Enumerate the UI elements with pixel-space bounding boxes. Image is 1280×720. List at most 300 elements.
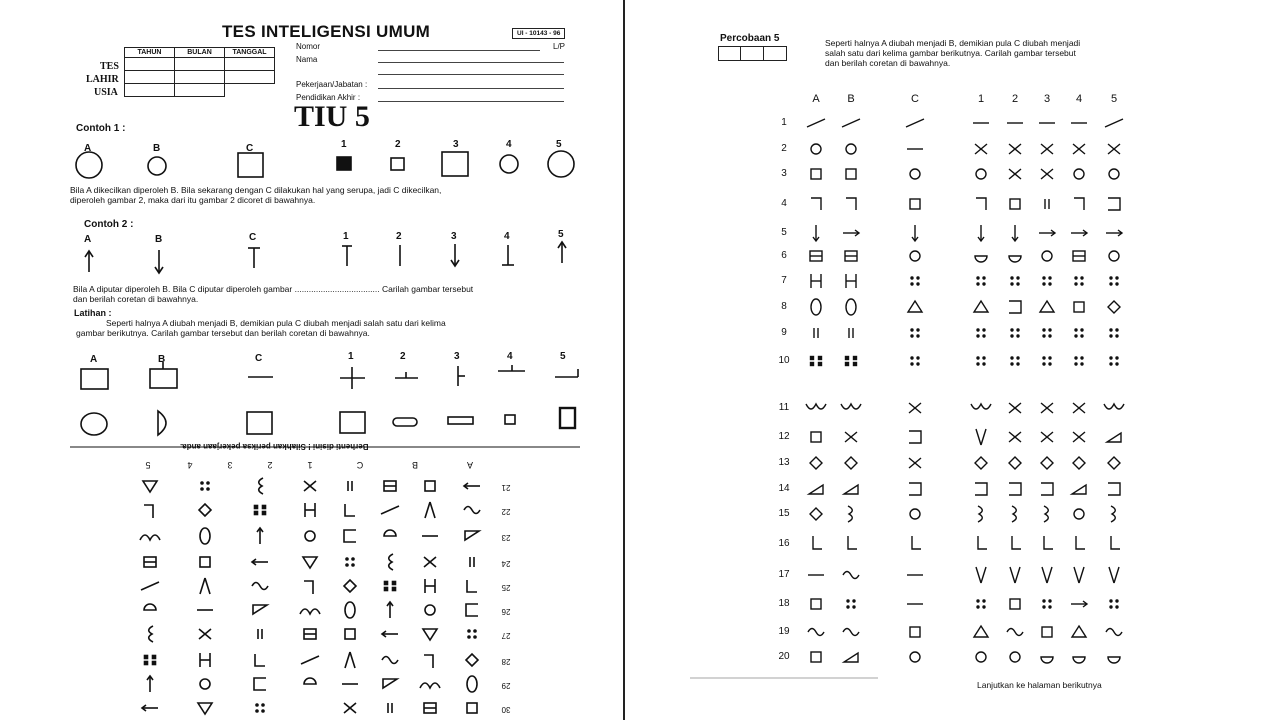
rotated-row-number-26: 26 [501, 607, 511, 616]
c2-arrows-icon [85, 242, 566, 273]
row-number-8: 8 [781, 301, 787, 312]
c1-label-1: 1 [341, 139, 347, 150]
rot-row4-col1-figure-icon [425, 605, 435, 615]
lat-label-4: 4 [507, 351, 513, 362]
rot-row0-col2-figure-icon [388, 703, 392, 713]
c1-fig-b-circle-icon [148, 157, 166, 175]
rot-row1-col0-figure-icon [467, 676, 477, 692]
row3-col3-figure-icon[interactable] [1041, 169, 1053, 179]
row10-col4-figure-icon[interactable] [1075, 357, 1083, 365]
lat-label-b: B [158, 354, 166, 365]
col-header-4: 4 [1075, 93, 1083, 105]
row16-colc-figure-icon [912, 536, 921, 549]
row13-colc-figure-icon [909, 458, 921, 468]
row12-col4-figure-icon[interactable] [1073, 432, 1085, 442]
rot-row3-col2-figure-icon [382, 631, 398, 637]
row11-col4-figure-icon[interactable] [1073, 403, 1085, 413]
c1-label-2: 2 [395, 139, 401, 150]
field-nama-label: Nama [296, 55, 318, 64]
rot-row0-col3-figure-icon [344, 703, 356, 713]
row2-colb-figure-icon [846, 144, 856, 154]
rot-row6-col4-figure-icon [303, 557, 317, 568]
row10-col3-figure-icon[interactable] [1043, 357, 1051, 365]
row7-col2-figure-icon[interactable] [1011, 277, 1019, 285]
row-number-9: 9 [781, 327, 787, 338]
row-number-20: 20 [778, 651, 790, 662]
field-pendidikan-label: Pendidikan Akhir : [296, 93, 361, 102]
c2-label-3: 3 [451, 231, 457, 242]
row3-col4-figure-icon[interactable] [1074, 169, 1084, 179]
row10-colc-figure-icon [911, 357, 919, 365]
rot-row7-col2-figure-icon [384, 530, 396, 536]
row6-colc-figure-icon [910, 251, 920, 261]
row12-col2-figure-icon[interactable] [1009, 432, 1021, 442]
rot-row8-col4-figure-icon [305, 503, 315, 517]
row10-col2-figure-icon[interactable] [1011, 357, 1019, 365]
row-number-5: 5 [781, 227, 787, 238]
row15-col5-figure-icon[interactable] [1111, 506, 1115, 522]
lat2-opt1-square-icon [340, 412, 365, 433]
rot-row1-col6-figure-icon [200, 679, 210, 689]
lat2-opt5-tall-rect-icon [560, 408, 575, 428]
rot-row5-col7-figure-icon [141, 582, 159, 590]
row20-col2-figure-icon[interactable] [1010, 652, 1020, 662]
row16-col4-figure-icon[interactable] [1076, 536, 1085, 549]
row20-col4-figure-icon[interactable] [1073, 657, 1085, 663]
row8-colc-figure-icon [908, 301, 922, 312]
row-number-12: 12 [778, 431, 790, 442]
col-header-b: B [847, 93, 855, 105]
row7-col3-figure-icon[interactable] [1043, 277, 1051, 285]
rot-row3-col1-figure-icon [423, 629, 437, 640]
row15-cola-figure-icon [810, 508, 822, 520]
row-number-15: 15 [778, 508, 790, 519]
c1-label-3: 3 [453, 139, 459, 150]
row4-col3-figure-icon[interactable] [1045, 199, 1049, 209]
c2-label-c: C [249, 232, 257, 243]
row12-colb-figure-icon [845, 432, 857, 442]
lat1-b-rect-icon [150, 369, 177, 388]
row3-col2-figure-icon[interactable] [1009, 169, 1021, 179]
row13-col1-figure-icon[interactable] [975, 457, 987, 469]
contoh1-heading: Contoh 1 : [76, 123, 126, 134]
row4-colb-figure-icon [846, 198, 856, 210]
row17-col4-figure-icon[interactable] [1074, 567, 1084, 583]
row9-col1-figure-icon[interactable] [977, 329, 985, 337]
rotated-row-number-22: 22 [501, 507, 511, 516]
rot-row4-col7-figure-icon [144, 604, 156, 610]
percobaan-instructions: Seperti halnya A diubah menjadi B, demikian pula C diubah menjadi salah satu dari kelima gambar berikutnya. Carilah gambar tersebut dan berilah coretan di bawahnya. [825, 38, 1081, 68]
rot-row9-col6-figure-icon [201, 482, 209, 490]
row11-col3-figure-icon[interactable] [1041, 403, 1053, 413]
row-number-13: 13 [778, 457, 790, 468]
field-nomor-label: Nomor [296, 42, 321, 51]
col-header-a: A [812, 93, 820, 105]
rot-row2-col6-figure-icon [200, 653, 210, 667]
rot-row6-col1-figure-icon [424, 557, 436, 567]
label-tes: TES [100, 61, 119, 72]
row19-colb-figure-icon [843, 629, 859, 636]
row3-col5-figure-icon[interactable] [1109, 169, 1119, 179]
rot-row3-col3-figure-icon [345, 629, 355, 639]
row18-col5-figure-icon[interactable] [1110, 600, 1118, 608]
rotated-col-label-3: 3 [227, 460, 233, 470]
row18-colb-figure-icon [847, 600, 855, 608]
col-header-c: C [911, 93, 919, 105]
rot-row6-col3-figure-icon [346, 558, 354, 566]
c1-label-4: 4 [506, 139, 512, 150]
rot-row6-col5-figure-icon [252, 559, 268, 565]
row14-col1-figure-icon[interactable] [975, 483, 987, 495]
lat-label-1: 1 [348, 351, 354, 362]
rotated-row-number-29: 29 [501, 681, 511, 690]
rot-row5-col4-figure-icon [304, 581, 313, 594]
row7-col5-figure-icon[interactable] [1110, 277, 1118, 285]
rot-row4-col0-figure-icon [466, 604, 478, 616]
row-number-3: 3 [781, 168, 787, 179]
rotated-col-label-a: A [467, 460, 474, 470]
row13-col3-figure-icon[interactable] [1041, 457, 1053, 469]
row9-col5-figure-icon[interactable] [1110, 329, 1118, 337]
c1-opt5-circle-icon [548, 151, 574, 177]
rotated-row-number-21: 21 [501, 483, 511, 492]
row19-colc-figure-icon [910, 627, 920, 637]
row16-col5-figure-icon[interactable] [1111, 536, 1120, 549]
row4-col2-figure-icon[interactable] [1010, 199, 1020, 209]
row16-col2-figure-icon[interactable] [1012, 536, 1021, 549]
row2-col3-figure-icon[interactable] [1041, 144, 1053, 154]
rotated-row-number-25: 25 [501, 583, 511, 592]
row17-colb-figure-icon [843, 572, 859, 579]
row11-col5-figure-icon[interactable] [1104, 404, 1124, 409]
rotated-row-number-24: 24 [501, 559, 511, 568]
row5-col1-figure-icon[interactable] [978, 225, 984, 241]
c1-opt3-square-icon [442, 152, 468, 176]
row-number-6: 6 [781, 250, 787, 261]
rot-row8-col3-figure-icon [345, 504, 355, 516]
rot-row5-col2-figure-icon [385, 582, 396, 591]
row18-col4-figure-icon[interactable] [1071, 601, 1087, 607]
rot-row0-col1-figure-icon [424, 703, 436, 713]
row19-col2-figure-icon[interactable] [1007, 629, 1023, 636]
row18-col2-figure-icon[interactable] [1010, 599, 1020, 609]
rot-row0-col5-figure-icon [256, 704, 264, 712]
lp-label: L/P [553, 42, 566, 51]
row9-colb-figure-icon [849, 328, 853, 338]
row17-col2-figure-icon[interactable] [1010, 567, 1020, 583]
row2-col5-figure-icon[interactable] [1108, 144, 1120, 154]
row12-col3-figure-icon[interactable] [1041, 432, 1053, 442]
c2-label-b: B [155, 234, 163, 245]
col-tahun: TAHUN [125, 48, 175, 58]
row8-col5-figure-icon[interactable] [1108, 301, 1120, 313]
row13-col2-figure-icon[interactable] [1009, 457, 1021, 469]
rot-row5-col6-figure-icon [200, 578, 210, 594]
row9-col3-figure-icon[interactable] [1043, 329, 1051, 337]
row7-colc-figure-icon [911, 277, 919, 285]
rot-row9-col2-figure-icon [384, 481, 396, 491]
row14-colb-figure-icon [844, 485, 858, 494]
row15-col1-figure-icon[interactable] [978, 506, 982, 522]
row12-col5-figure-icon[interactable] [1107, 433, 1121, 442]
row6-colb-figure-icon [845, 251, 857, 261]
row17-col1-figure-icon[interactable] [976, 567, 986, 583]
row11-cola-figure-icon [806, 404, 826, 409]
lat2-c-square-icon [247, 412, 272, 434]
row19-col4-figure-icon[interactable] [1072, 626, 1086, 637]
row16-col3-figure-icon[interactable] [1044, 536, 1053, 549]
row14-col4-figure-icon[interactable] [1072, 485, 1086, 494]
row13-col4-figure-icon[interactable] [1073, 457, 1085, 469]
rot-row4-col4-figure-icon [300, 609, 320, 614]
rotated-col-label-1: 1 [307, 460, 313, 470]
left-page [0, 0, 625, 720]
row10-col1-figure-icon[interactable] [977, 357, 985, 365]
rot-row1-col2-figure-icon [383, 679, 397, 688]
latihan-text: Seperti halnya A diubah menjadi B, demikian pula C diubah menjadi salah satu dari kelima gambar berikutnya. Carilah gambar tersebut dan berilah coretan di bawahnya. [76, 318, 446, 338]
row-number-16: 16 [778, 538, 790, 549]
rot-row2-col4-figure-icon [301, 656, 319, 664]
row20-col1-figure-icon[interactable] [976, 652, 986, 662]
row7-col4-figure-icon[interactable] [1075, 277, 1083, 285]
row14-cola-figure-icon [809, 485, 823, 494]
rot-row9-col5-figure-icon [259, 478, 263, 494]
rot-row3-col4-figure-icon [304, 629, 316, 639]
contoh2-heading: Contoh 2 : [84, 219, 134, 230]
row5-col5-figure-icon[interactable] [1106, 230, 1122, 236]
row11-col1-figure-icon[interactable] [971, 404, 991, 409]
contoh1-text: Bila A dikecilkan diperoleh B. Bila sekarang dengan C dilakukan hal yang serupa, jadi C dikecilkan, diperoleh gambar 2, maka dari itu gambar 2 dicoret di bawahnya. [70, 185, 442, 205]
row12-cola-figure-icon [811, 432, 821, 442]
rot-row5-col0-figure-icon [467, 580, 477, 592]
rot-row3-col7-figure-icon [149, 626, 153, 642]
row-number-1: 1 [781, 117, 787, 128]
row7-col1-figure-icon[interactable] [977, 277, 985, 285]
row9-cola-figure-icon [814, 328, 818, 338]
row12-colc-figure-icon [909, 431, 921, 443]
row8-col3-figure-icon[interactable] [1040, 301, 1054, 312]
row10-col5-figure-icon[interactable] [1110, 357, 1118, 365]
col-header-5: 5 [1110, 93, 1118, 105]
row16-colb-figure-icon [848, 536, 857, 549]
c2-label-2: 2 [396, 231, 402, 242]
lat2-a-ellipse-icon [81, 413, 107, 435]
col-header-3: 3 [1043, 93, 1051, 105]
row1-cola-figure-icon [807, 119, 825, 127]
rot-row8-col6-figure-icon [199, 504, 211, 516]
rot-row0-col6-figure-icon [198, 703, 212, 714]
row4-cola-figure-icon [811, 198, 821, 210]
row17-col3-figure-icon[interactable] [1042, 567, 1052, 583]
row3-col1-figure-icon[interactable] [976, 169, 986, 179]
rot-row7-col0-figure-icon [465, 531, 479, 540]
rotated-col-label-c: C [356, 460, 364, 470]
row-number-14: 14 [778, 483, 790, 494]
row14-col3-figure-icon[interactable] [1041, 483, 1053, 495]
row5-cola-figure-icon [813, 225, 819, 241]
lat2-b-d-shape-icon [158, 411, 166, 435]
row9-col4-figure-icon[interactable] [1075, 329, 1083, 337]
lat-label-3: 3 [454, 351, 460, 362]
lat-label-5: 5 [560, 351, 566, 362]
c1-label-b: B [153, 143, 161, 154]
c1-opt2-square-icon [391, 158, 404, 170]
row5-col3-figure-icon[interactable] [1039, 230, 1055, 236]
label-usia: USIA [94, 87, 118, 98]
row18-cola-figure-icon [811, 599, 821, 609]
rot-row7-col7-figure-icon [140, 535, 160, 540]
row13-col5-figure-icon[interactable] [1108, 457, 1120, 469]
row6-col1-figure-icon[interactable] [975, 256, 987, 262]
row4-col1-figure-icon[interactable] [976, 198, 986, 210]
row8-col1-figure-icon[interactable] [974, 301, 988, 312]
row6-cola-figure-icon [810, 251, 822, 261]
row1-col5-figure-icon[interactable] [1105, 119, 1123, 127]
row19-cola-figure-icon [808, 629, 824, 636]
c1-opt4-circle-icon [500, 155, 518, 173]
c1-fig-c-square-icon [238, 153, 263, 177]
rot-row7-col4-figure-icon [305, 531, 315, 541]
rot-row1-col7-figure-icon [147, 676, 153, 692]
percobaan-title: Percobaan 5 [720, 33, 780, 44]
rot-row6-col7-figure-icon [144, 557, 156, 567]
row19-col1-figure-icon[interactable] [974, 626, 988, 637]
rot-row9-col0-figure-icon [464, 483, 480, 489]
lat2-opt4-small-square-icon [505, 415, 515, 424]
row18-col3-figure-icon[interactable] [1043, 600, 1051, 608]
row6-col2-figure-icon[interactable] [1009, 256, 1021, 262]
row14-col2-figure-icon[interactable] [1009, 483, 1021, 495]
row-number-11: 11 [778, 402, 790, 413]
rot-row7-col6-figure-icon [200, 528, 210, 544]
rot-row6-col2-figure-icon [389, 554, 393, 570]
rot-row7-col5-figure-icon [257, 528, 263, 544]
c2-label-5: 5 [558, 229, 564, 240]
c1-label-c: C [246, 143, 254, 154]
row15-colc-figure-icon [910, 509, 920, 519]
row5-col4-figure-icon[interactable] [1071, 230, 1087, 236]
row18-col1-figure-icon[interactable] [977, 600, 985, 608]
row19-col3-figure-icon[interactable] [1042, 627, 1052, 637]
row2-col4-figure-icon[interactable] [1073, 144, 1085, 154]
row3-colb-figure-icon [846, 169, 856, 179]
rotated-row-number-30: 30 [501, 705, 511, 714]
col-bulan: BULAN [175, 48, 225, 58]
rot-row9-col1-figure-icon [425, 481, 435, 491]
rot-row0-col7-figure-icon [142, 705, 158, 711]
row20-colc-figure-icon [910, 652, 920, 662]
lat-label-c: C [255, 353, 263, 364]
rot-row8-col0-figure-icon [464, 507, 480, 514]
row4-col4-figure-icon[interactable] [1074, 198, 1084, 210]
test-title: TES INTELIGENSI UMUM [222, 22, 431, 41]
rot-row9-col4-figure-icon [304, 481, 316, 491]
row6-col3-figure-icon[interactable] [1042, 251, 1052, 261]
row4-col5-figure-icon[interactable] [1108, 198, 1120, 210]
row16-col1-figure-icon[interactable] [978, 536, 987, 549]
form-code: UI - 10143 - 96 [512, 28, 565, 39]
rot-row5-col5-figure-icon [252, 583, 268, 590]
row20-col5-figure-icon[interactable] [1108, 657, 1120, 663]
row16-cola-figure-icon [813, 536, 822, 549]
rot-row0-col0-figure-icon [467, 703, 477, 713]
row17-col5-figure-icon[interactable] [1109, 567, 1119, 583]
row15-col2-figure-icon[interactable] [1012, 506, 1016, 522]
row2-col2-figure-icon[interactable] [1009, 144, 1021, 154]
c1-label-a: A [84, 143, 92, 154]
rotated-row-number-23: 23 [501, 533, 511, 542]
row-number-2: 2 [781, 143, 787, 154]
row9-colc-figure-icon [911, 329, 919, 337]
row10-colb-figure-icon [846, 357, 857, 366]
row-number-19: 19 [778, 626, 790, 637]
rot-row3-col6-figure-icon [199, 629, 211, 639]
row15-col3-figure-icon[interactable] [1044, 506, 1048, 522]
rot-row9-col3-figure-icon [348, 481, 352, 491]
lat-label-a: A [90, 354, 98, 365]
row2-col1-figure-icon[interactable] [975, 144, 987, 154]
rotated-question-block [90, 440, 510, 720]
latihan-heading: Latihan : [74, 308, 112, 318]
lat1-a-rect-icon [81, 369, 108, 389]
rotated-row-number-28: 28 [501, 657, 511, 666]
row10-cola-figure-icon [811, 357, 822, 366]
row7-colb-figure-icon [846, 274, 856, 288]
rot-row7-col3-figure-icon [344, 530, 356, 542]
rot-row4-col2-figure-icon [387, 602, 393, 618]
rot-row4-col3-figure-icon [345, 602, 355, 618]
rot-row2-col3-figure-icon [345, 652, 355, 668]
row5-colb-figure-icon [843, 230, 859, 236]
tiu-title: TIU 5 [294, 100, 370, 133]
rot-row1-col1-figure-icon [420, 683, 440, 688]
row8-col2-figure-icon[interactable] [1009, 301, 1021, 313]
rot-row2-col2-figure-icon [382, 657, 398, 664]
row20-col3-figure-icon[interactable] [1041, 657, 1053, 663]
row15-col4-figure-icon[interactable] [1074, 509, 1084, 519]
row1-colc-figure-icon [906, 119, 924, 127]
rot-row1-col4-figure-icon [304, 678, 316, 684]
label-lahir: LAHIR [86, 74, 119, 85]
row12-col1-figure-icon[interactable] [976, 429, 986, 445]
col-header-1: 1 [977, 93, 985, 105]
row-number-17: 17 [778, 569, 790, 580]
row19-col5-figure-icon[interactable] [1106, 629, 1122, 636]
rot-row3-col0-figure-icon [468, 630, 476, 638]
rotated-col-label-2: 2 [267, 460, 273, 470]
row3-cola-figure-icon [811, 169, 821, 179]
page-footer: Lanjutkan ke halaman berikutnya [977, 680, 1102, 690]
rot-row6-col0-figure-icon [470, 557, 474, 567]
c1-fig-a-circle-icon [76, 152, 102, 178]
row5-col2-figure-icon[interactable] [1012, 225, 1018, 241]
row-number-18: 18 [778, 598, 790, 609]
row14-col5-figure-icon[interactable] [1108, 483, 1120, 495]
row11-col2-figure-icon[interactable] [1009, 403, 1021, 413]
rot-row8-col2-figure-icon [381, 506, 399, 514]
row9-col2-figure-icon[interactable] [1011, 329, 1019, 337]
row8-col4-figure-icon[interactable] [1074, 302, 1084, 312]
row4-colc-figure-icon [910, 199, 920, 209]
rotated-figures [90, 450, 510, 720]
rotated-col-label-b: B [412, 460, 419, 470]
rot-row2-col0-figure-icon [466, 654, 478, 666]
right-page [628, 0, 1280, 720]
row11-colb-figure-icon [841, 404, 861, 409]
rot-row3-col5-figure-icon [258, 629, 262, 639]
row6-col5-figure-icon[interactable] [1109, 251, 1119, 261]
row6-col4-figure-icon[interactable] [1073, 251, 1085, 261]
